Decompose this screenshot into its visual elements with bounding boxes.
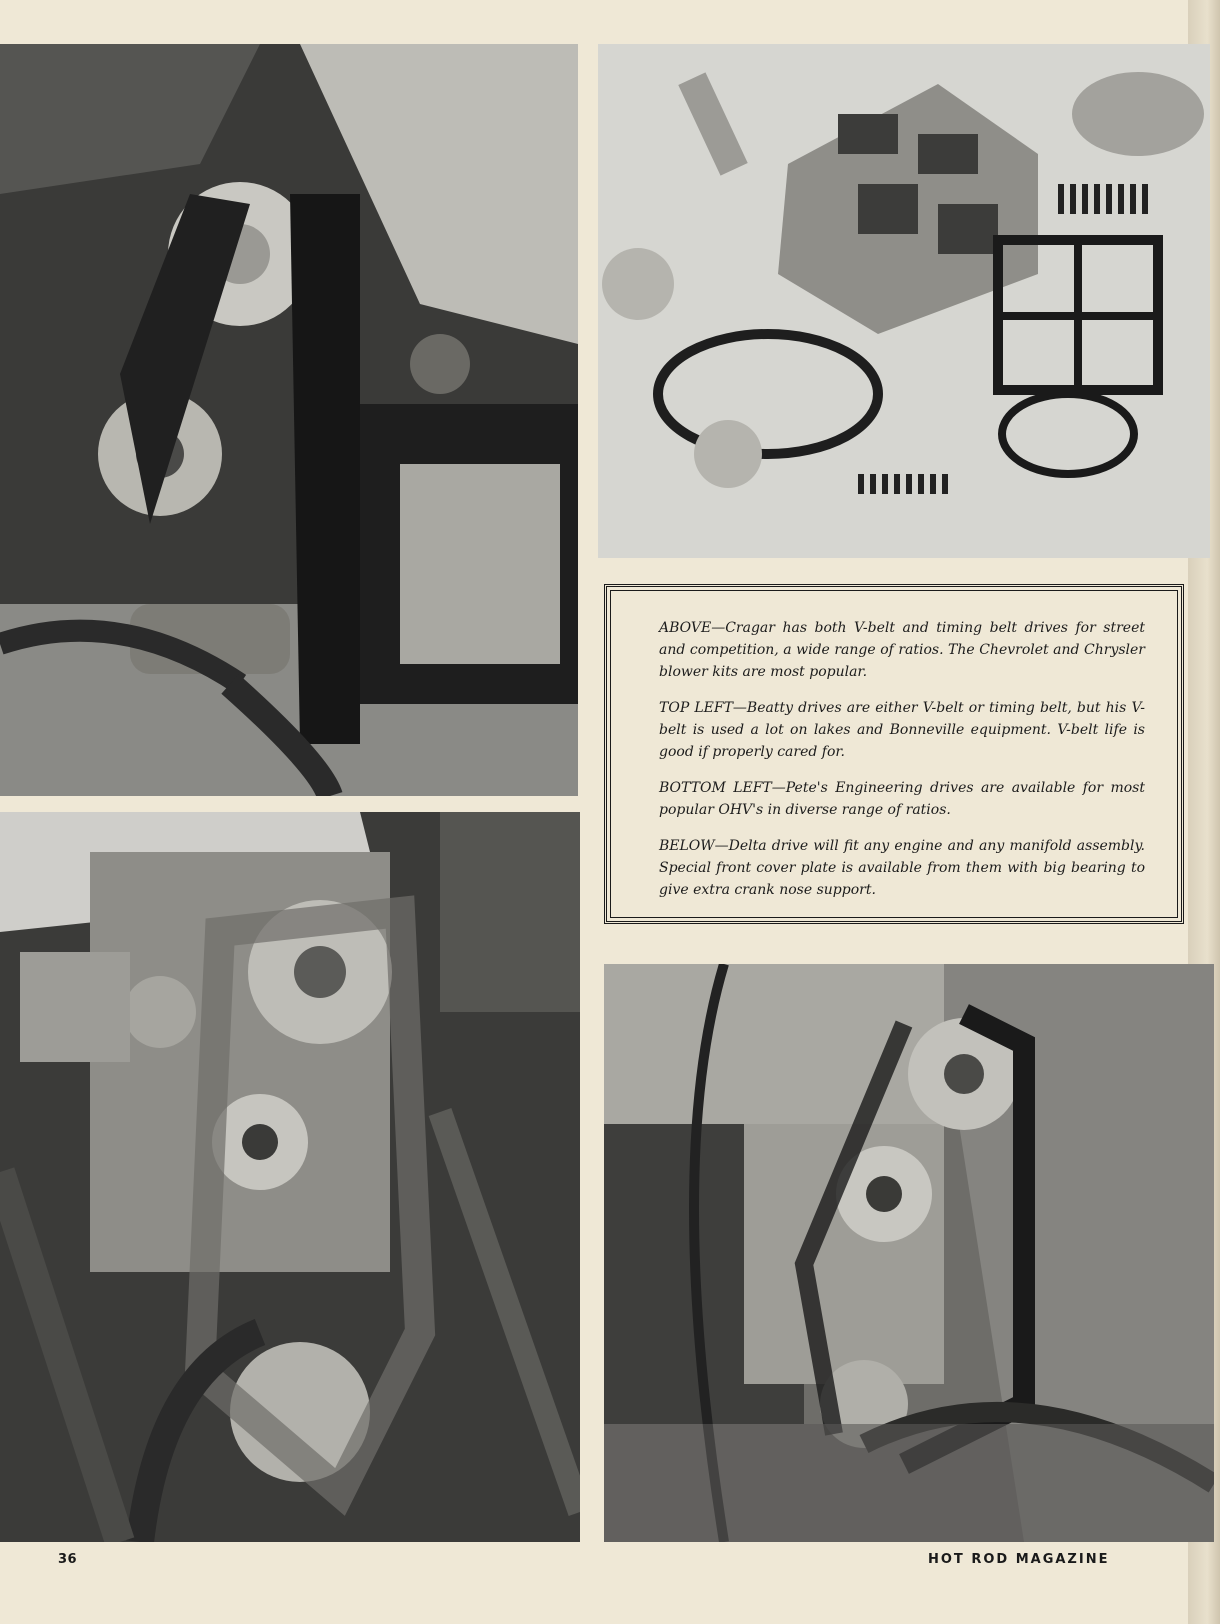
- photo-petes-engineering-drive: [0, 812, 580, 1542]
- page-number: 36: [58, 1552, 78, 1567]
- photo-beatty-vbelt-drive: [0, 44, 578, 796]
- photo-cragar-kit-parts: [598, 44, 1210, 558]
- caption-top-left: TOP LEFT—Beatty drives are either V-belt or timing belt, but his V-belt is used a lot on lakes and Bonneville equipment. V-belt life is good if properly cared for.: [659, 700, 1145, 760]
- caption-box: [604, 584, 1184, 924]
- magazine-name: HOT ROD MAGAZINE: [928, 1552, 1110, 1567]
- caption-bottom-left: BOTTOM LEFT—Pete's Engineering drives are available for most popular OHV's in diverse range of ratios.: [659, 780, 1145, 818]
- caption-below: BELOW—Delta drive will fit any engine and any manifold assembly. Special front cover plate is available from them with big bearing to give extra crank nose support.: [659, 838, 1145, 898]
- caption-above: ABOVE—Cragar has both V-belt and timing belt drives for street and competition, a wide range of ratios. The Chevrolet and Chrysler blower kits are most popular.: [659, 620, 1145, 680]
- photo-delta-drive: [604, 964, 1214, 1542]
